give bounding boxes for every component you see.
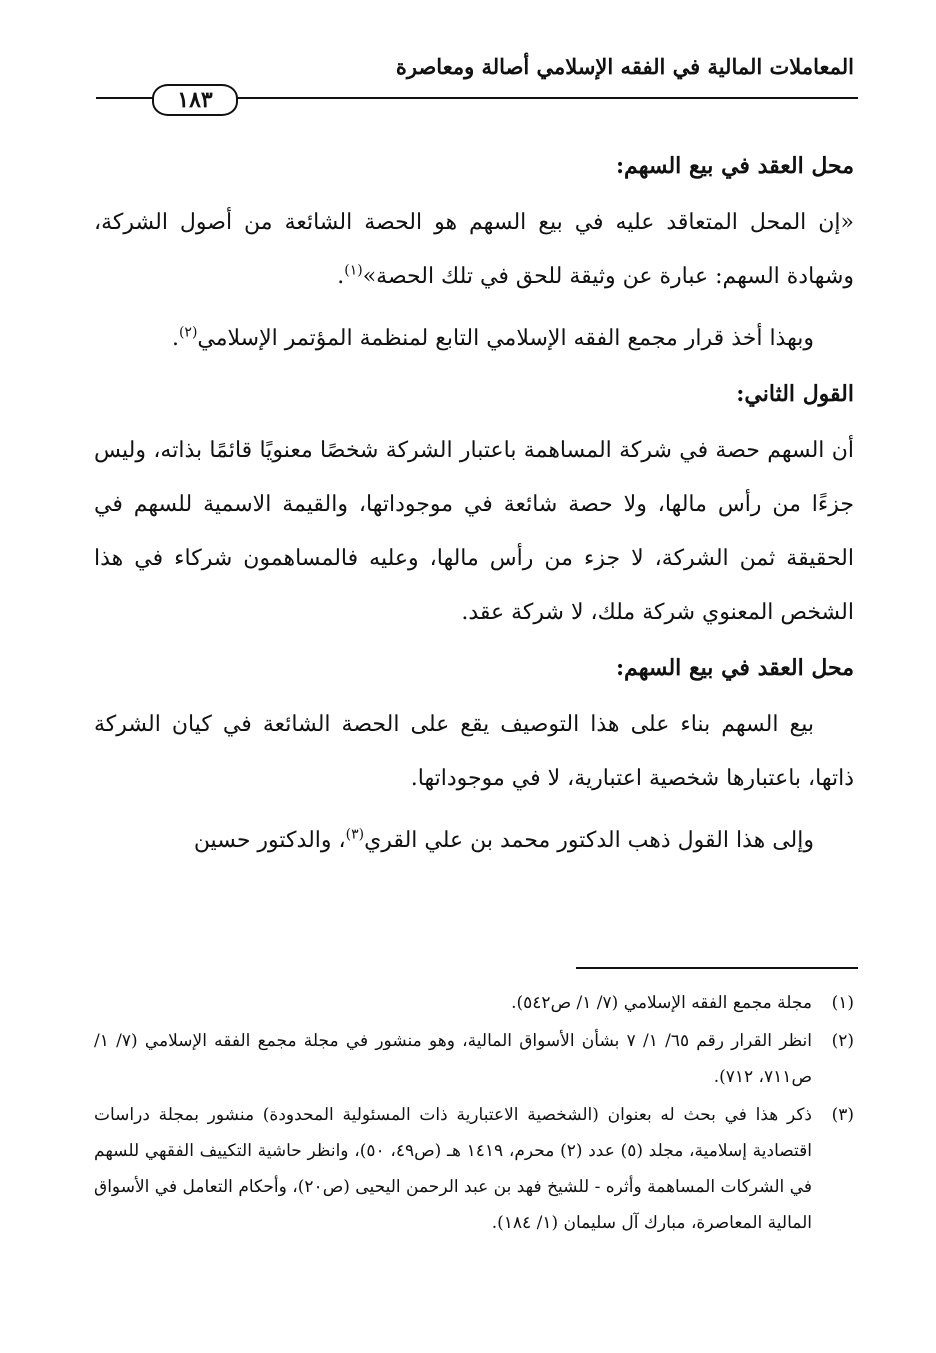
page-number: ١٨٣ — [152, 84, 238, 116]
paragraph-1-end: . — [337, 264, 345, 289]
section-heading-1: محل العقد في بيع السهم: — [615, 153, 854, 179]
paragraph-5 — [94, 814, 854, 868]
footnote-number: (٣) — [831, 1105, 854, 1125]
footnote-number: (١) — [831, 993, 854, 1013]
body-text — [94, 140, 854, 876]
paragraph-2-text: وبهذا أخذ قرار مجمع الفقه الإسلامي التابع لمنظمة المؤتمر الإسلامي — [197, 326, 814, 351]
footnotes — [94, 985, 854, 1243]
section-heading-2: القول الثاني: — [736, 381, 854, 407]
running-title: المعاملات المالية في الفقه الإسلامي أصالة ومعاصرة — [395, 54, 854, 79]
footnote-text: ذكر هذا في بحث له بعنوان (الشخصية الاعتبارية ذات المسئولية المحدودة) منشور بمجلة دراسات اقتصادية إسلامية، مجلد (٥) عدد (٢) محرم، ١٤١٩ هـ (ص٤٩، ٥٠)، وانظر حاشية التكييف الفقهي للسهم في الشركات المساهمة وأثره - للشيخ فهد بن عبد الرحمن اليحيى (ص٢٠)، وأحكام التعامل في الأسواق المالية المعاصرة، مبارك آل سليمان (١/ ١٨٤). — [94, 1105, 812, 1233]
footnote-rule — [576, 967, 858, 969]
footnote-number: (٢) — [831, 1031, 854, 1051]
footnote-text: مجلة مجمع الفقه الإسلامي (٧/ ١/ ص٥٤٢). — [511, 993, 812, 1013]
paragraph-1 — [94, 196, 854, 304]
paragraph-2-end: . — [171, 326, 179, 351]
paragraph-3: أن السهم حصة في شركة المساهمة باعتبار الشركة شخصًا معنويًا قائمًا بذاته، وليس جزءًا من رأس مالها، ولا حصة شائعة في موجوداتها، والقيمة الاسمية للسهم في الحقيقة ثمن الشركة، لا جزء من رأس مالها، وعليه فالمساهمون شركاء في هذا الشخص المعنوي شركة ملك، لا شركة عقد. — [94, 438, 854, 625]
footnote-ref-2[interactable]: (٢) — [178, 324, 198, 341]
paragraph-2 — [94, 312, 854, 366]
footnote-ref-3[interactable]: (٣) — [345, 826, 365, 843]
paragraph-4: بيع السهم بناء على هذا التوصيف يقع على الحصة الشائعة في كيان الشركة ذاتها، باعتبارها شخصية اعتبارية، لا في موجوداتها. — [94, 712, 854, 791]
paragraph-1-text: «إن المحل المتعاقد عليه في بيع السهم هو الحصة الشائعة من أصول الشركة، وشهادة السهم: عبارة عن وثيقة للحق في تلك الحصة» — [94, 210, 854, 289]
footnote-2 — [94, 1023, 854, 1095]
footnote-ref-1[interactable]: (١) — [344, 262, 363, 279]
footnote-3 — [94, 1097, 854, 1241]
section-heading-3: محل العقد في بيع السهم: — [615, 655, 854, 681]
footnote-1 — [94, 985, 854, 1021]
paragraph-5-text: وإلى هذا القول ذهب الدكتور محمد بن علي القري — [364, 828, 814, 853]
paragraph-5-end: ، والدكتور حسين — [193, 828, 346, 853]
footnote-text: انظر القرار رقم ٦٥/ ١/ ٧ بشأن الأسواق المالية، وهو منشور في مجلة مجمع الفقه الإسلامي (٧/ ١/ ص٧١١، ٧١٢). — [94, 1031, 813, 1087]
